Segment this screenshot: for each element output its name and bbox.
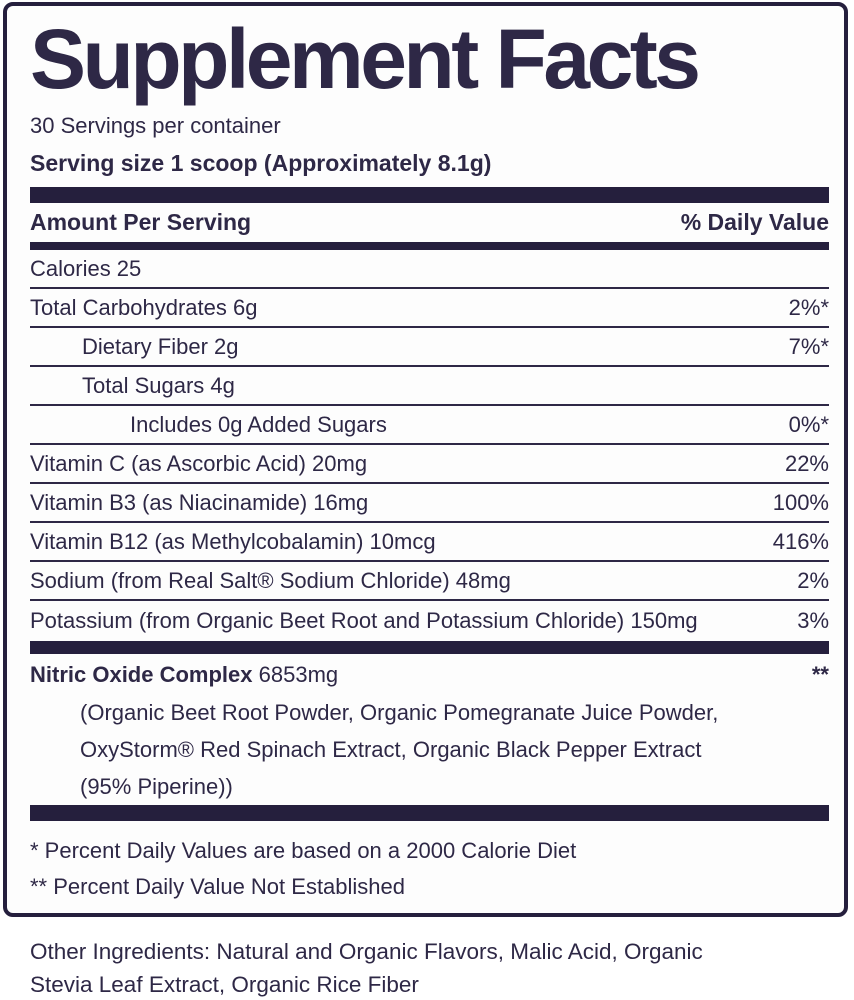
complex-ingredients xyxy=(30,694,829,805)
daily-value-header: % Daily Value xyxy=(680,209,829,236)
nutrient-name: Vitamin C (as Ascorbic Acid) 20mg xyxy=(30,450,368,476)
complex-ingredients-line: (Organic Beet Root Powder, Organic Pomegranate Juice Powder, xyxy=(80,700,719,726)
other-ingredients xyxy=(30,935,814,1000)
table-header xyxy=(30,203,829,242)
nutrient-daily-value: 416% xyxy=(772,528,829,554)
nutrient-name: Vitamin B3 (as Niacinamide) 16mg xyxy=(30,489,369,515)
nutrient-name: Potassium (from Organic Beet Root and Potassium Chloride) 150mg xyxy=(30,607,698,633)
complex-name: Nitric Oxide Complex xyxy=(30,662,253,688)
nutrient-daily-value: 2%* xyxy=(788,294,829,320)
table-row-total-sugars xyxy=(30,367,829,406)
nutrient-name: Vitamin B12 (as Methylcobalamin) 10mcg xyxy=(30,528,436,554)
table-row-total-carbohydrates xyxy=(30,289,829,328)
nutrient-name: Calories 25 xyxy=(30,255,142,281)
table-row-vitamin-c xyxy=(30,445,829,484)
serving-size: Serving size 1 scoop (Approximately 8.1g) xyxy=(30,150,492,177)
amount-per-serving-header: Amount Per Serving xyxy=(30,209,252,236)
table-row-sodium xyxy=(30,562,829,601)
footnotes xyxy=(30,833,829,905)
nutrient-name: Sodium (from Real Salt® Sodium Chloride) 48mg xyxy=(30,567,511,593)
complex-name-amount xyxy=(30,662,338,688)
divider-thick-top xyxy=(30,187,829,203)
complex-ingredients-line: (95% Piperine)) xyxy=(80,774,233,800)
complex-daily-value: ** xyxy=(811,662,829,688)
divider-thick-footnotes xyxy=(30,805,829,821)
supplement-facts-panel xyxy=(3,2,848,917)
nutrient-daily-value: 22% xyxy=(784,450,829,476)
servings-per-container: 30 Servings per container xyxy=(30,113,281,139)
nutrient-name: Includes 0g Added Sugars xyxy=(130,411,387,437)
nutrient-name: Total Carbohydrates 6g xyxy=(30,294,258,320)
divider-medium-header xyxy=(30,242,829,250)
nutrient-daily-value: 7%* xyxy=(788,333,829,359)
nutrient-daily-value: 3% xyxy=(797,607,829,633)
nutrient-table xyxy=(30,250,829,640)
nutrient-name: Dietary Fiber 2g xyxy=(82,333,239,359)
complex-amount: 6853mg xyxy=(258,662,339,688)
nutrient-daily-value: 100% xyxy=(772,489,829,515)
footnote-not-established: ** Percent Daily Value Not Established xyxy=(30,874,406,900)
nutrient-daily-value: 0%* xyxy=(788,411,829,437)
panel-title: Supplement Facts xyxy=(30,12,698,106)
nutrient-daily-value: 2% xyxy=(797,567,829,593)
divider-thick-complex xyxy=(30,641,829,654)
table-row-potassium xyxy=(30,601,829,640)
other-ingredients-line: Other Ingredients: Natural and Organic Flavors, Malic Acid, Organic xyxy=(30,939,703,965)
table-row-added-sugars xyxy=(30,406,829,445)
complex-ingredients-line: OxyStorm® Red Spinach Extract, Organic Black Pepper Extract xyxy=(80,737,702,763)
nutrient-name: Total Sugars 4g xyxy=(82,372,235,398)
table-row-vitamin-b3 xyxy=(30,484,829,523)
table-row-dietary-fiber xyxy=(30,328,829,367)
table-row-calories xyxy=(30,250,829,289)
footnote-daily-values: * Percent Daily Values are based on a 2000 Calorie Diet xyxy=(30,838,577,864)
table-row-vitamin-b12 xyxy=(30,523,829,562)
other-ingredients-line: Stevia Leaf Extract, Organic Rice Fiber xyxy=(30,972,419,998)
nitric-oxide-complex-row xyxy=(30,654,829,694)
